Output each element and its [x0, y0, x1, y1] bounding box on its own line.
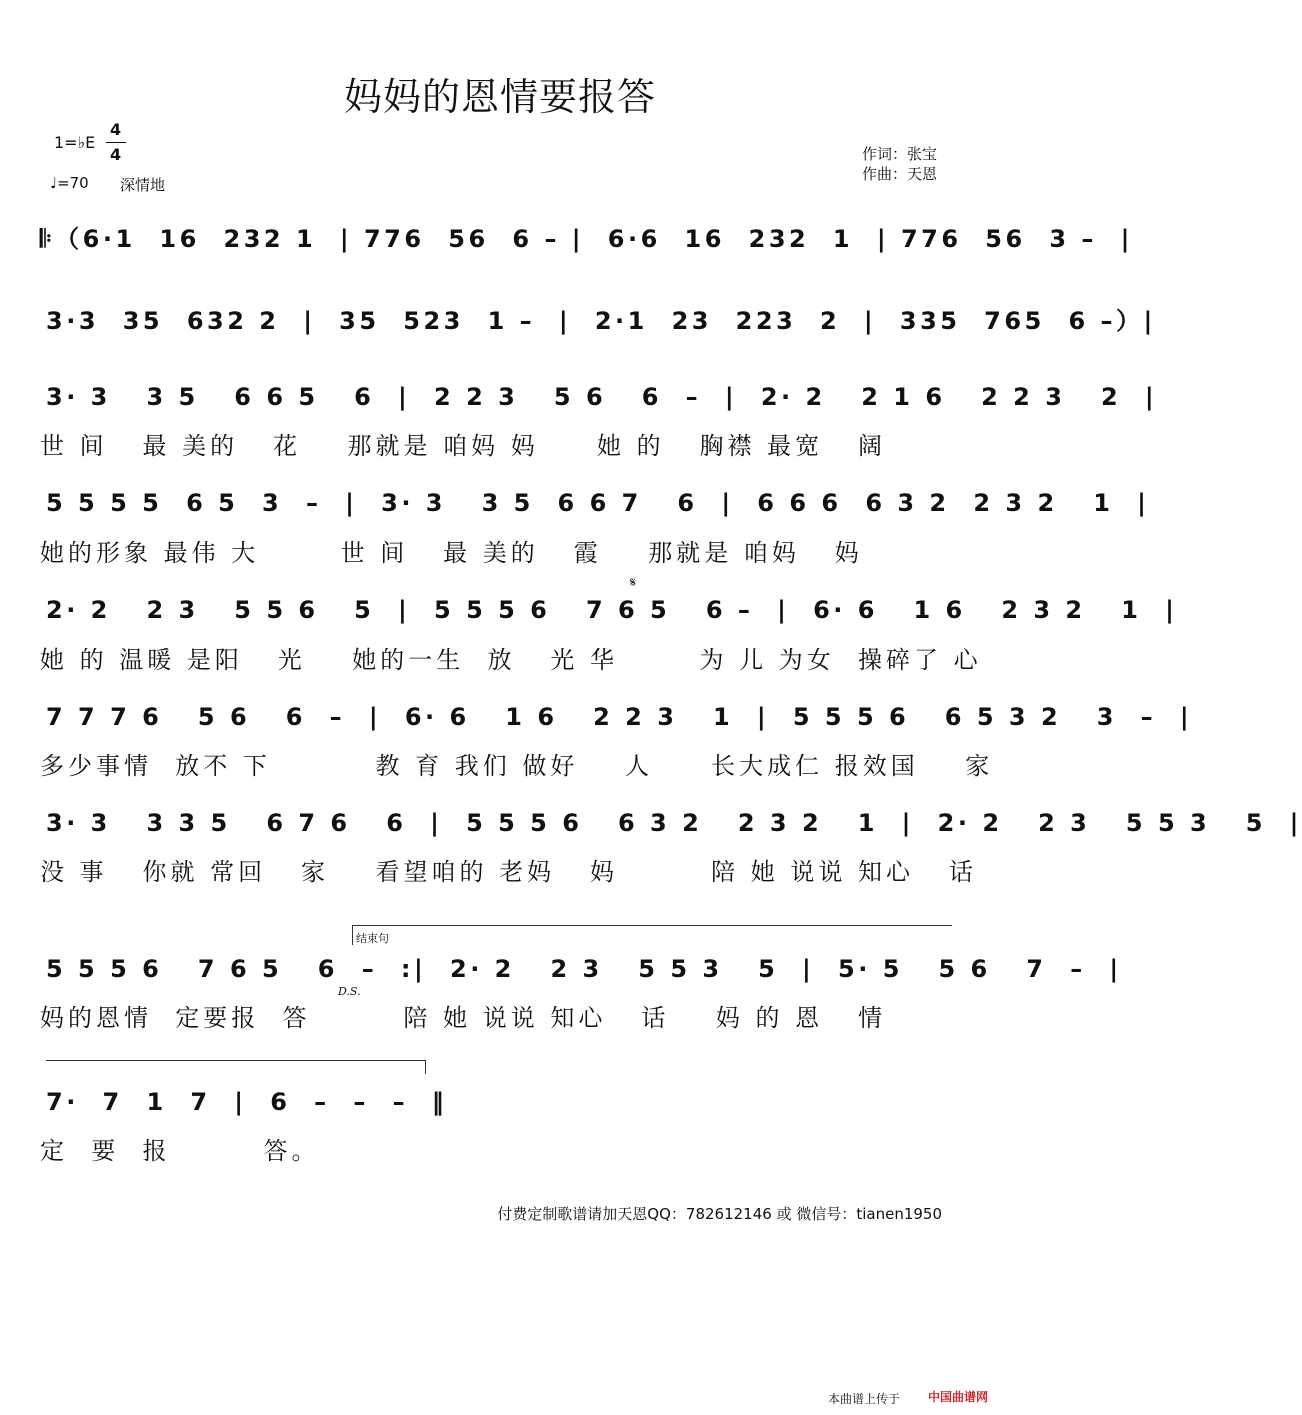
- ending-bracket-end: [425, 1060, 426, 1074]
- lyricist-credit: 作词：张宝: [862, 145, 938, 163]
- lyrics-line-4: 她的形象 最伟 大 世 间 最 美的 霞 那就是 咱妈 妈: [40, 539, 863, 567]
- tempo-mark: ♩=70: [50, 174, 89, 192]
- key-signature: 1=♭E: [54, 133, 96, 152]
- notation-line-5: 2· 2 2 3 5 5 6 5 | 5 5 5 6 7 6 5 6 – | 6· 6 1 6 2 3 2 1 |: [46, 596, 1178, 624]
- lyrics-line-6: 多少事情 放不 下 教 育 我们 做好 人 长大成仁 报效国 家: [40, 752, 994, 780]
- lyrics-line-9: 定 要 报 答。: [40, 1137, 320, 1165]
- time-signature-line: [106, 142, 126, 143]
- notation-line-6: 7 7 7 6 5 6 6 – | 6· 6 1 6 2 2 3 1 | 5 5 5 6 6 5 3 2 3 – |: [46, 703, 1193, 731]
- song-title: 妈妈的恩情要报答: [343, 75, 656, 119]
- time-signature-top: 4: [110, 120, 122, 139]
- ending-bracket-continued: [46, 1060, 426, 1061]
- notation-line-7: 3· 3 3 3 5 6 7 6 6 | 5 5 5 6 6 3 2 2 3 2 1 | 2· 2 2 3 5 5 3 5 |: [46, 809, 1302, 837]
- composer-credit: 作曲：天恩: [862, 165, 938, 183]
- notation-line-8: 5 5 5 6 7 6 5 6 – :| 2· 2 2 3 5 5 3 5 | 5· 5 5 6 7 – |: [46, 955, 1122, 983]
- ending-bracket: [352, 925, 952, 926]
- segno-sign: 𝄋: [630, 575, 637, 591]
- upload-credit: 本曲谱上传于: [827, 1392, 900, 1406]
- lyrics-line-3: 世 间 最 美的 花 那就是 咱妈 妈 她 的 胸襟 最宽 阔: [40, 432, 886, 460]
- contact-footer: 付费定制歌谱请加天恩QQ：782612146 或 微信号：tianen1950: [497, 1205, 942, 1223]
- lyrics-line-5: 她 的 温暖 是阳 光 她的一生 放 光 华 为 儿 为女 操碎了 心: [40, 646, 982, 674]
- notation-line-1: 𝄆（6·1 16 232 1 | 776 56 6 – | 6·6 16 232 1 | 776 56 3 – |: [40, 225, 1133, 253]
- time-signature-bottom: 4: [110, 145, 122, 164]
- notation-line-2: 3·3 35 632 2 | 35 523 1 – | 2·1 23 223 2 | 335 765 6 –）|: [46, 307, 1156, 335]
- lyrics-line-8: 妈的恩情 定要报 答 陪 她 说说 知心 话 妈 的 恩 情: [40, 1004, 886, 1032]
- notation-line-9: 7· 7 1 7 | 6 – – – ‖: [46, 1088, 448, 1116]
- notation-line-4: 5 5 5 5 6 5 3 – | 3· 3 3 5 6 6 7 6 | 6 6 6 6 3 2 2 3 2 1 |: [46, 489, 1150, 517]
- notation-line-3: 3· 3 3 5 6 6 5 6 | 2 2 3 5 6 6 – | 2· 2 2 1 6 2 2 3 2 |: [46, 383, 1158, 411]
- dal-segno-mark: D.S.: [338, 985, 361, 998]
- lyrics-line-7: 没 事 你就 常回 家 看望咱的 老妈 妈 陪 她 说说 知心 话: [40, 858, 977, 886]
- site-logo: 中国曲谱网: [927, 1390, 988, 1404]
- ending-label: 结束句: [356, 932, 389, 945]
- ending-bracket-edge: [352, 925, 353, 945]
- expression-mark: 深情地: [120, 176, 166, 194]
